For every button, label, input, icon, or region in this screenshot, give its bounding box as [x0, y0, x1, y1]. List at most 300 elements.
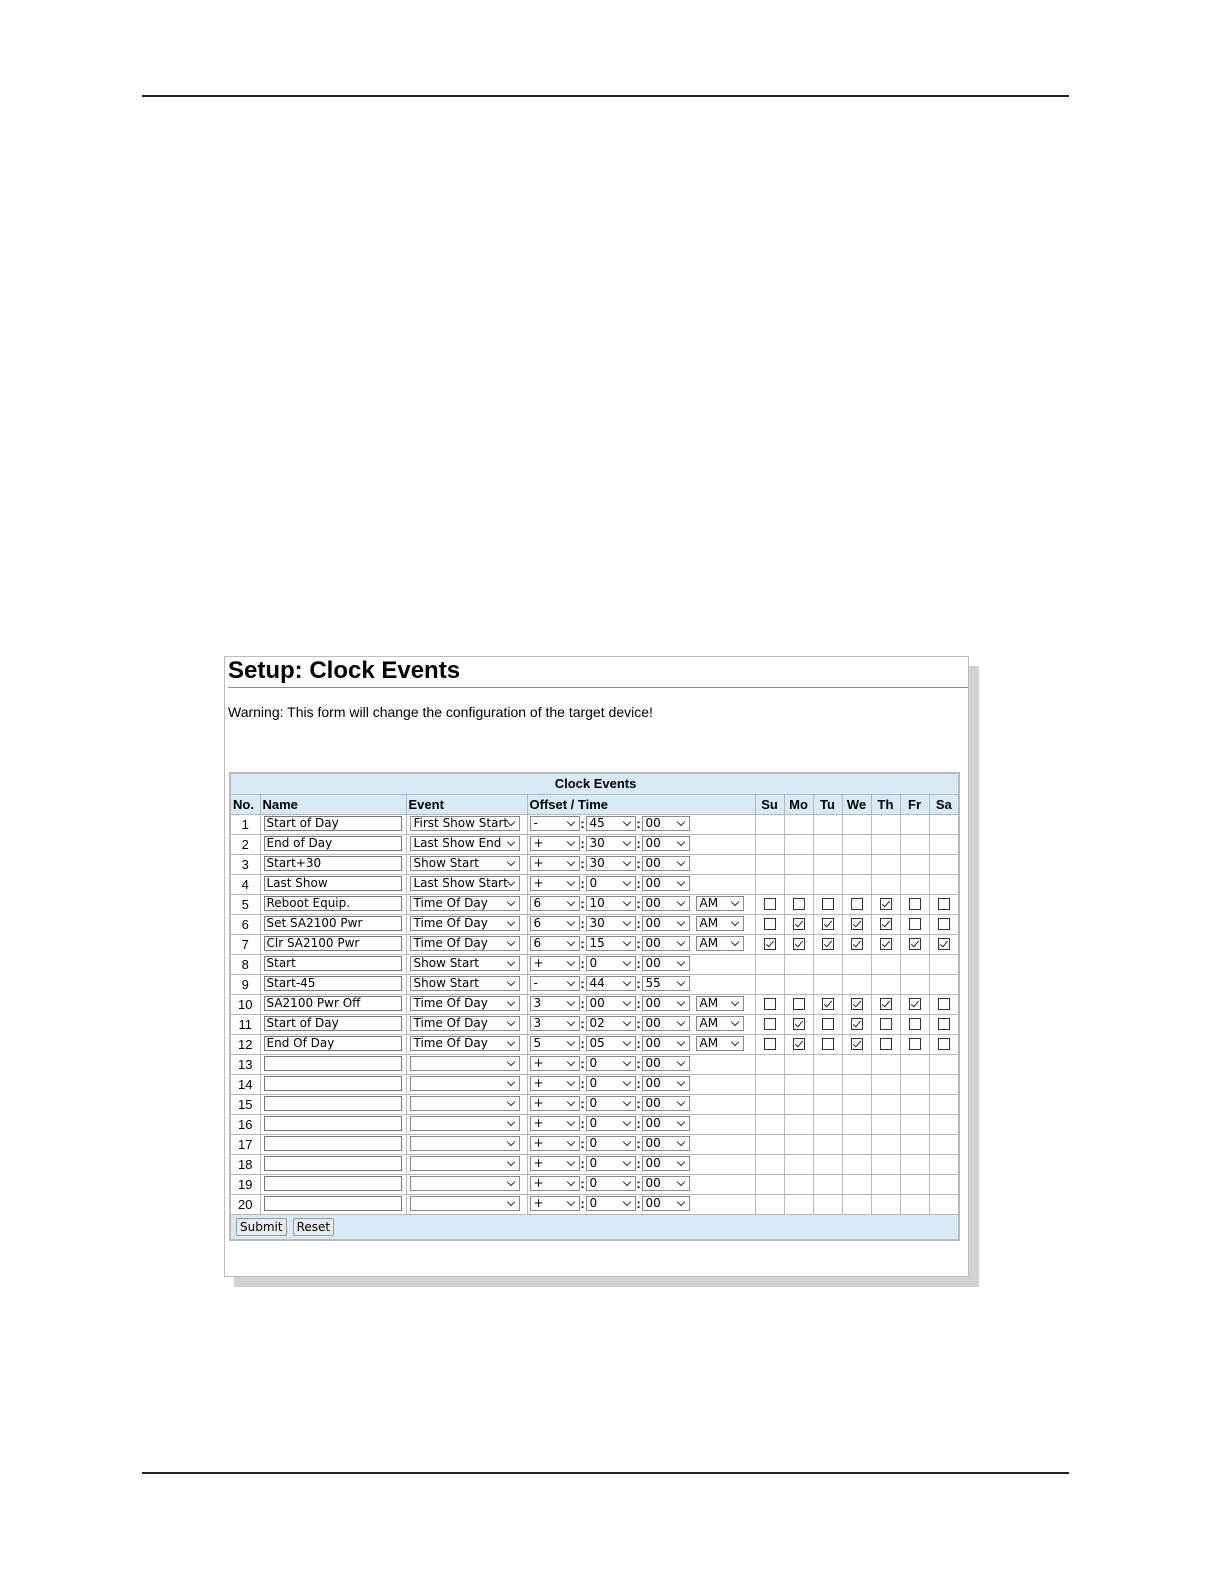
col-header-th: Th [871, 794, 900, 814]
table-row [230, 1174, 959, 1194]
row-number: 13 [230, 1054, 260, 1074]
offset-second-select[interactable]: 00 [642, 856, 690, 871]
time-separator: : [636, 816, 641, 832]
day-checkbox-th[interactable] [880, 998, 892, 1010]
row-number: 9 [230, 974, 260, 994]
day-cell-empty [755, 954, 784, 974]
day-checkbox-we[interactable] [851, 918, 863, 930]
day-cell-empty [900, 1154, 929, 1174]
table-row [230, 1074, 959, 1094]
time-separator: : [580, 1116, 585, 1132]
offset-sign-hour-select[interactable]: + [530, 1156, 580, 1171]
offset-minute-select[interactable]: 0 [586, 1116, 636, 1131]
warning-text: Warning: This form will change the configuration of the target device! [228, 704, 653, 720]
offset-minute-select[interactable]: 0 [586, 1096, 636, 1111]
event-select[interactable]: Show Start [410, 956, 520, 971]
time-separator: : [636, 836, 641, 852]
day-cell-empty [755, 874, 784, 894]
table-header-row [230, 794, 959, 814]
table-body [230, 814, 959, 1214]
ampm-select[interactable]: AM [696, 936, 744, 951]
title-underline [228, 687, 968, 688]
offset-minute-select[interactable]: 15 [586, 936, 636, 951]
day-cell-empty [842, 1094, 871, 1114]
name-input[interactable] [264, 1116, 402, 1131]
name-input[interactable]: End of Day [264, 836, 402, 851]
offset-sign-hour-select[interactable]: + [530, 876, 580, 891]
table-row [230, 974, 959, 994]
day-cell-empty [842, 874, 871, 894]
time-separator: : [580, 1156, 585, 1172]
day-cell-empty [784, 1154, 813, 1174]
time-separator: : [636, 1016, 641, 1032]
offset-sign-hour-select[interactable]: + [530, 1196, 580, 1211]
event-select[interactable] [410, 1096, 520, 1111]
day-cell-empty [871, 1114, 900, 1134]
time-separator: : [580, 916, 585, 932]
offset-minute-select[interactable]: 45 [586, 816, 636, 831]
day-cell-empty [813, 1174, 842, 1194]
day-cell-empty [784, 834, 813, 854]
offset-minute-select[interactable]: 02 [586, 1016, 636, 1031]
day-cell-empty [929, 1134, 959, 1154]
time-separator: : [580, 856, 585, 872]
offset-second-select[interactable]: 00 [642, 1136, 690, 1151]
offset-sign-hour-select[interactable]: + [530, 856, 580, 871]
day-checkbox-tu[interactable] [822, 898, 834, 910]
offset-second-select[interactable]: 00 [642, 916, 690, 931]
offset-sign-hour-select[interactable]: + [530, 1076, 580, 1091]
time-separator: : [580, 1036, 585, 1052]
name-input[interactable]: End Of Day [264, 1036, 402, 1051]
ampm-select[interactable]: AM [696, 996, 744, 1011]
day-checkbox-fr[interactable] [909, 1018, 921, 1030]
name-input[interactable]: Reboot Equip. [264, 896, 402, 911]
day-checkbox-su[interactable] [764, 938, 776, 950]
col-header-offset-time: Offset / Time [527, 794, 755, 814]
day-checkbox-mo[interactable] [793, 898, 805, 910]
event-select[interactable]: Time Of Day [410, 996, 520, 1011]
offset-second-select[interactable]: 00 [642, 1116, 690, 1131]
offset-second-select[interactable]: 00 [642, 1176, 690, 1191]
day-checkbox-fr[interactable] [909, 918, 921, 930]
offset-minute-select[interactable]: 30 [586, 836, 636, 851]
day-cell-empty [842, 1154, 871, 1174]
offset-second-select[interactable]: 00 [642, 1036, 690, 1051]
day-cell-empty [813, 1114, 842, 1134]
ampm-select[interactable]: AM [696, 1036, 744, 1051]
day-cell-empty [842, 1114, 871, 1134]
day-cell-empty [900, 854, 929, 874]
name-input[interactable]: Start of Day [264, 816, 402, 831]
name-input[interactable]: Start-45 [264, 976, 402, 991]
col-header-su: Su [755, 794, 784, 814]
day-cell-empty [755, 1094, 784, 1114]
day-cell-empty [842, 1054, 871, 1074]
day-checkbox-th[interactable] [880, 918, 892, 930]
time-separator: : [636, 876, 641, 892]
day-checkbox-mo[interactable] [793, 998, 805, 1010]
offset-second-select[interactable]: 00 [642, 1056, 690, 1071]
name-input[interactable]: Start+30 [264, 856, 402, 871]
table-row [230, 1034, 959, 1054]
event-select[interactable] [410, 1116, 520, 1131]
day-cell-empty [813, 1094, 842, 1114]
time-separator: : [636, 1116, 641, 1132]
day-cell-empty [900, 814, 929, 834]
day-cell-empty [784, 854, 813, 874]
day-cell-empty [813, 814, 842, 834]
day-checkbox-fr[interactable] [909, 1038, 921, 1050]
offset-sign-hour-select[interactable]: 6 [530, 896, 580, 911]
offset-minute-select[interactable]: 0 [586, 876, 636, 891]
row-number: 1 [230, 814, 260, 834]
day-cell-empty [784, 814, 813, 834]
day-cell-empty [871, 1134, 900, 1154]
day-checkbox-we[interactable] [851, 938, 863, 950]
event-select[interactable]: Time Of Day [410, 896, 520, 911]
table-row [230, 814, 959, 834]
table-row [230, 914, 959, 934]
day-checkbox-tu[interactable] [822, 1018, 834, 1030]
day-checkbox-su[interactable] [764, 998, 776, 1010]
event-select[interactable]: Time Of Day [410, 916, 520, 931]
day-cell-empty [871, 1054, 900, 1074]
day-checkbox-sa[interactable] [938, 1038, 950, 1050]
day-cell-empty [784, 954, 813, 974]
day-checkbox-tu[interactable] [822, 938, 834, 950]
day-cell-empty [929, 814, 959, 834]
day-checkbox-mo[interactable] [793, 938, 805, 950]
day-cell-empty [813, 1154, 842, 1174]
day-cell-empty [755, 854, 784, 874]
day-cell-empty [813, 954, 842, 974]
reset-button[interactable]: Reset [293, 1218, 335, 1236]
col-header-name: Name [260, 794, 406, 814]
day-cell-empty [784, 1054, 813, 1074]
page-header-rule [142, 95, 1069, 97]
offset-minute-select[interactable]: 0 [586, 1076, 636, 1091]
day-checkbox-su[interactable] [764, 898, 776, 910]
event-select[interactable]: Time Of Day [410, 1036, 520, 1051]
row-number: 16 [230, 1114, 260, 1134]
day-cell-empty [755, 1074, 784, 1094]
time-separator: : [580, 816, 585, 832]
offset-sign-hour-select[interactable]: + [530, 1176, 580, 1191]
day-checkbox-we[interactable] [851, 898, 863, 910]
row-number: 15 [230, 1094, 260, 1114]
offset-second-select[interactable]: 00 [642, 1156, 690, 1171]
day-checkbox-fr[interactable] [909, 998, 921, 1010]
offset-second-select[interactable]: 00 [642, 1096, 690, 1111]
col-header-tu: Tu [813, 794, 842, 814]
row-number: 19 [230, 1174, 260, 1194]
day-cell-empty [929, 854, 959, 874]
row-number: 14 [230, 1074, 260, 1094]
name-input[interactable] [264, 1136, 402, 1151]
event-select[interactable] [410, 1136, 520, 1151]
offset-sign-hour-select[interactable]: 6 [530, 916, 580, 931]
name-input[interactable] [264, 1196, 402, 1211]
col-header-sa: Sa [929, 794, 959, 814]
offset-sign-hour-select[interactable]: + [530, 956, 580, 971]
day-checkbox-th[interactable] [880, 1038, 892, 1050]
submit-button[interactable]: Submit [236, 1218, 287, 1236]
offset-sign-hour-select[interactable]: - [530, 816, 580, 831]
name-input[interactable] [264, 1176, 402, 1191]
day-cell-empty [929, 834, 959, 854]
day-cell-empty [871, 1154, 900, 1174]
offset-second-select[interactable]: 00 [642, 1076, 690, 1091]
event-select[interactable]: Show Start [410, 856, 520, 871]
row-number: 2 [230, 834, 260, 854]
time-separator: : [636, 976, 641, 992]
row-number: 4 [230, 874, 260, 894]
day-cell-empty [929, 1074, 959, 1094]
offset-minute-select[interactable]: 44 [586, 976, 636, 991]
page-title: Setup: Clock Events [228, 657, 461, 684]
offset-minute-select[interactable]: 30 [586, 856, 636, 871]
day-checkbox-mo[interactable] [793, 918, 805, 930]
name-input[interactable]: Clr SA2100 Pwr [264, 936, 402, 951]
day-checkbox-th[interactable] [880, 898, 892, 910]
form-actions [230, 1214, 959, 1240]
offset-minute-select[interactable]: 10 [586, 896, 636, 911]
name-input[interactable]: SA2100 Pwr Off [264, 996, 402, 1011]
col-header-we: We [842, 794, 871, 814]
event-select[interactable]: Time Of Day [410, 936, 520, 951]
time-separator: : [636, 1076, 641, 1092]
event-select[interactable] [410, 1176, 520, 1191]
offset-minute-select[interactable]: 30 [586, 916, 636, 931]
day-cell-empty [929, 1194, 959, 1214]
day-cell-empty [842, 1194, 871, 1214]
table-row [230, 1094, 959, 1114]
day-cell-empty [900, 874, 929, 894]
day-cell-empty [755, 1174, 784, 1194]
table-row [230, 954, 959, 974]
day-cell-empty [813, 874, 842, 894]
clock-events-table [229, 772, 960, 1241]
name-input[interactable] [264, 1156, 402, 1171]
day-cell-empty [871, 854, 900, 874]
event-select[interactable]: Show Start [410, 976, 520, 991]
offset-second-select[interactable]: 00 [642, 936, 690, 951]
ampm-select[interactable]: AM [696, 896, 744, 911]
day-checkbox-sa[interactable] [938, 918, 950, 930]
offset-minute-select[interactable]: 0 [586, 956, 636, 971]
day-cell-empty [813, 834, 842, 854]
day-checkbox-we[interactable] [851, 1038, 863, 1050]
day-checkbox-sa[interactable] [938, 898, 950, 910]
day-cell-empty [755, 974, 784, 994]
time-separator: : [636, 936, 641, 952]
day-checkbox-fr[interactable] [909, 898, 921, 910]
time-separator: : [636, 1056, 641, 1072]
time-separator: : [580, 1016, 585, 1032]
day-cell-empty [900, 1054, 929, 1074]
offset-minute-select[interactable]: 0 [586, 1196, 636, 1211]
day-checkbox-tu[interactable] [822, 998, 834, 1010]
event-select[interactable]: Last Show Start [410, 876, 520, 891]
day-cell-empty [784, 1074, 813, 1094]
event-select[interactable] [410, 1076, 520, 1091]
time-separator: : [636, 1196, 641, 1212]
offset-minute-select[interactable]: 0 [586, 1056, 636, 1071]
day-checkbox-fr[interactable] [909, 938, 921, 950]
row-number: 8 [230, 954, 260, 974]
day-cell-empty [871, 1174, 900, 1194]
offset-second-select[interactable]: 00 [642, 956, 690, 971]
day-cell-empty [900, 1074, 929, 1094]
day-cell-empty [784, 1094, 813, 1114]
row-number: 17 [230, 1134, 260, 1154]
time-separator: : [636, 956, 641, 972]
event-select[interactable]: Time Of Day [410, 1016, 520, 1031]
day-checkbox-sa[interactable] [938, 1018, 950, 1030]
offset-sign-hour-select[interactable]: + [530, 1116, 580, 1131]
time-separator: : [580, 976, 585, 992]
day-cell-empty [871, 1194, 900, 1214]
day-cell-empty [929, 1174, 959, 1194]
offset-second-select[interactable]: 00 [642, 996, 690, 1011]
offset-second-select[interactable]: 00 [642, 896, 690, 911]
row-number: 10 [230, 994, 260, 1014]
day-checkbox-tu[interactable] [822, 1038, 834, 1050]
day-checkbox-su[interactable] [764, 1018, 776, 1030]
row-number: 6 [230, 914, 260, 934]
day-cell-empty [755, 814, 784, 834]
day-checkbox-we[interactable] [851, 998, 863, 1010]
time-separator: : [580, 1176, 585, 1192]
day-checkbox-we[interactable] [851, 1018, 863, 1030]
day-cell-empty [871, 834, 900, 854]
event-select[interactable]: First Show Start [410, 816, 520, 831]
day-cell-empty [842, 1174, 871, 1194]
day-cell-empty [755, 1054, 784, 1074]
offset-second-select[interactable]: 55 [642, 976, 690, 991]
table-footer-row [230, 1214, 959, 1240]
table-row [230, 1194, 959, 1214]
name-input[interactable]: Start of Day [264, 1016, 402, 1031]
time-separator: : [580, 1196, 585, 1212]
day-cell-empty [871, 874, 900, 894]
event-select[interactable] [410, 1196, 520, 1211]
offset-minute-select[interactable]: 0 [586, 1156, 636, 1171]
day-cell-empty [842, 954, 871, 974]
offset-sign-hour-select[interactable]: + [530, 1056, 580, 1071]
day-cell-empty [755, 1114, 784, 1134]
time-separator: : [636, 1156, 641, 1172]
row-number: 11 [230, 1014, 260, 1034]
day-checkbox-th[interactable] [880, 1018, 892, 1030]
offset-minute-select[interactable]: 00 [586, 996, 636, 1011]
name-input[interactable] [264, 1076, 402, 1091]
day-checkbox-th[interactable] [880, 938, 892, 950]
offset-sign-hour-select[interactable]: 5 [530, 1036, 580, 1051]
day-checkbox-sa[interactable] [938, 938, 950, 950]
offset-sign-hour-select[interactable]: + [530, 1136, 580, 1151]
table-row [230, 874, 959, 894]
offset-minute-select[interactable]: 0 [586, 1136, 636, 1151]
time-separator: : [580, 1136, 585, 1152]
row-number: 7 [230, 934, 260, 954]
col-header-event: Event [406, 794, 527, 814]
col-header-fr: Fr [900, 794, 929, 814]
offset-minute-select[interactable]: 0 [586, 1176, 636, 1191]
day-checkbox-sa[interactable] [938, 998, 950, 1010]
table-row [230, 834, 959, 854]
day-cell-empty [929, 874, 959, 894]
ampm-select[interactable]: AM [696, 916, 744, 931]
name-input[interactable]: Last Show [264, 876, 402, 891]
time-separator: : [580, 1096, 585, 1112]
offset-second-select[interactable]: 00 [642, 876, 690, 891]
offset-second-select[interactable]: 00 [642, 1196, 690, 1211]
day-checkbox-mo[interactable] [793, 1018, 805, 1030]
time-separator: : [580, 1056, 585, 1072]
name-input[interactable] [264, 1096, 402, 1111]
offset-second-select[interactable]: 00 [642, 816, 690, 831]
day-cell-empty [900, 1194, 929, 1214]
offset-sign-hour-select[interactable]: 6 [530, 936, 580, 951]
day-cell-empty [929, 1154, 959, 1174]
table-row [230, 1054, 959, 1074]
time-separator: : [580, 896, 585, 912]
day-cell-empty [900, 1094, 929, 1114]
name-input[interactable]: Start [264, 956, 402, 971]
day-cell-empty [842, 1074, 871, 1094]
table-row [230, 894, 959, 914]
day-cell-empty [842, 1134, 871, 1154]
offset-sign-hour-select[interactable]: 3 [530, 996, 580, 1011]
day-cell-empty [813, 1134, 842, 1154]
offset-sign-hour-select[interactable]: + [530, 836, 580, 851]
ampm-select[interactable]: AM [696, 1016, 744, 1031]
offset-second-select[interactable]: 00 [642, 1016, 690, 1031]
time-separator: : [636, 1036, 641, 1052]
day-cell-empty [813, 1074, 842, 1094]
day-cell-empty [784, 1134, 813, 1154]
offset-sign-hour-select[interactable]: + [530, 1096, 580, 1111]
day-checkbox-su[interactable] [764, 918, 776, 930]
offset-sign-hour-select[interactable]: 3 [530, 1016, 580, 1031]
day-cell-empty [813, 1194, 842, 1214]
day-cell-empty [813, 974, 842, 994]
event-select[interactable]: Last Show End [410, 836, 520, 851]
name-input[interactable] [264, 1056, 402, 1071]
time-separator: : [580, 876, 585, 892]
offset-minute-select[interactable]: 05 [586, 1036, 636, 1051]
day-checkbox-su[interactable] [764, 1038, 776, 1050]
day-cell-empty [842, 854, 871, 874]
offset-sign-hour-select[interactable]: - [530, 976, 580, 991]
time-separator: : [580, 996, 585, 1012]
event-select[interactable] [410, 1156, 520, 1171]
event-select[interactable] [410, 1056, 520, 1071]
time-separator: : [636, 1176, 641, 1192]
day-cell-empty [929, 1054, 959, 1074]
day-cell-empty [929, 974, 959, 994]
time-separator: : [636, 1096, 641, 1112]
table-caption: Clock Events [230, 773, 959, 794]
table-row [230, 934, 959, 954]
day-checkbox-tu[interactable] [822, 918, 834, 930]
day-cell-empty [900, 974, 929, 994]
offset-second-select[interactable]: 00 [642, 836, 690, 851]
day-checkbox-mo[interactable] [793, 1038, 805, 1050]
name-input[interactable]: Set SA2100 Pwr [264, 916, 402, 931]
